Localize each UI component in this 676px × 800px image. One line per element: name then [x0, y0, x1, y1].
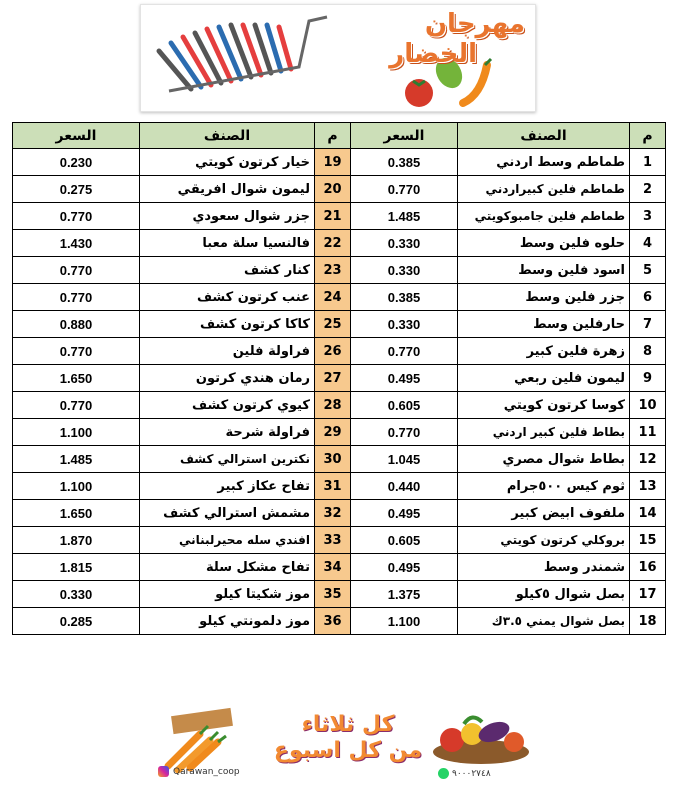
price-cell: 0.285: [13, 608, 140, 635]
item-cell: مشمش استرالي كشف: [140, 500, 315, 527]
table-row: [13, 149, 666, 176]
index-cell: 26: [315, 338, 351, 365]
table-row: [13, 284, 666, 311]
item-cell: طماطم فلين جامبوكويتي: [458, 203, 630, 230]
whatsapp-number: ٩٠٠٠٢٧٤٨: [452, 768, 491, 779]
index-cell: 34: [315, 554, 351, 581]
weekly-slogan: [268, 712, 428, 786]
index-cell: 29: [315, 419, 351, 446]
index-cell: 14: [630, 500, 666, 527]
table-row: [13, 230, 666, 257]
item-cell: خيار كرتون كويتي: [140, 149, 315, 176]
index-cell: 22: [315, 230, 351, 257]
price-cell: 0.495: [351, 500, 458, 527]
item-cell: ثوم كيس ٥٠٠جرام: [458, 473, 630, 500]
item-cell: شمندر وسط: [458, 554, 630, 581]
index-cell: 12: [630, 446, 666, 473]
index-cell: 2: [630, 176, 666, 203]
index-cell: 33: [315, 527, 351, 554]
price-cell: 1.100: [351, 608, 458, 635]
price-cell: 0.770: [13, 203, 140, 230]
item-cell: كيوي كرتون كشف: [140, 392, 315, 419]
item-cell: كوسا كرتون كويتي: [458, 392, 630, 419]
table-row: [13, 527, 666, 554]
item-cell: كاكا كرتون كشف: [140, 311, 315, 338]
price-cell: 1.430: [13, 230, 140, 257]
item-cell: بروكلي كرتون كويتي: [458, 527, 630, 554]
price-cell: 0.495: [351, 554, 458, 581]
index-cell: 17: [630, 581, 666, 608]
table-row: [13, 338, 666, 365]
item-cell: جزر شوال سعودي: [140, 203, 315, 230]
index-cell: 28: [315, 392, 351, 419]
price-cell: 0.275: [13, 176, 140, 203]
table-row: [13, 257, 666, 284]
header-index-right: م: [315, 123, 351, 149]
index-cell: 8: [630, 338, 666, 365]
price-cell: 0.770: [13, 338, 140, 365]
price-cell: 1.485: [351, 203, 458, 230]
item-cell: عنب كرتون كشف: [140, 284, 315, 311]
price-cell: 1.815: [13, 554, 140, 581]
price-cell: 0.770: [13, 257, 140, 284]
index-cell: 10: [630, 392, 666, 419]
instagram-handle-text: Qarawan_coop: [173, 766, 240, 777]
price-cell: 1.045: [351, 446, 458, 473]
index-cell: 7: [630, 311, 666, 338]
price-cell: 0.770: [351, 338, 458, 365]
title-line-1: مهرجان: [424, 9, 525, 39]
index-cell: 15: [630, 527, 666, 554]
header-price-left: السعر: [351, 123, 458, 149]
item-cell: موز شكيتا كيلو: [140, 581, 315, 608]
price-cell: 0.605: [351, 527, 458, 554]
item-cell: جزر فلين وسط: [458, 284, 630, 311]
item-cell: ملفوف ابيض كبير: [458, 500, 630, 527]
item-cell: رمان هندي كرتون: [140, 365, 315, 392]
header-index-left: م: [630, 123, 666, 149]
header-price-right: السعر: [13, 123, 140, 149]
index-cell: 27: [315, 365, 351, 392]
price-cell: 1.650: [13, 500, 140, 527]
index-cell: 31: [315, 473, 351, 500]
price-cell: 0.605: [351, 392, 458, 419]
title-line-2: الخضار: [389, 39, 477, 69]
table-row: [13, 473, 666, 500]
index-cell: 19: [315, 149, 351, 176]
index-cell: 30: [315, 446, 351, 473]
whatsapp-icon: [438, 768, 449, 779]
index-cell: 35: [315, 581, 351, 608]
price-cell: 0.770: [13, 284, 140, 311]
item-cell: افندي سله محيرلبناني: [140, 527, 315, 554]
item-cell: زهرة فلين كبير: [458, 338, 630, 365]
item-cell: اسود فلين وسط: [458, 257, 630, 284]
index-cell: 20: [315, 176, 351, 203]
index-cell: 23: [315, 257, 351, 284]
instagram-handle[interactable]: [158, 766, 240, 777]
item-cell: بصل شوال ٥كيلو: [458, 581, 630, 608]
item-cell: طماطم فلين كبيراردني: [458, 176, 630, 203]
index-cell: 11: [630, 419, 666, 446]
table-row: [13, 581, 666, 608]
item-cell: فراولة فلين: [140, 338, 315, 365]
price-cell: 0.440: [351, 473, 458, 500]
table-row: [13, 419, 666, 446]
price-cell: 0.330: [351, 257, 458, 284]
price-cell: 0.330: [351, 230, 458, 257]
price-cell: 1.870: [13, 527, 140, 554]
whatsapp-contact[interactable]: [438, 768, 491, 779]
item-cell: تفاح مشكل سلة: [140, 554, 315, 581]
table-row: [13, 203, 666, 230]
item-cell: حارفلين وسط: [458, 311, 630, 338]
index-cell: 16: [630, 554, 666, 581]
index-cell: 24: [315, 284, 351, 311]
price-cell: 0.385: [351, 284, 458, 311]
price-cell: 0.230: [13, 149, 140, 176]
price-cell: 1.100: [13, 419, 140, 446]
price-cell: 0.770: [13, 392, 140, 419]
table-row: [13, 446, 666, 473]
item-cell: نكترين استرالي كشف: [140, 446, 315, 473]
item-cell: موز دلمونتي كيلو: [140, 608, 315, 635]
carrots-crate-illustration: [160, 706, 240, 774]
price-cell: 0.330: [351, 311, 458, 338]
item-cell: بطاط فلين كبير اردني: [458, 419, 630, 446]
price-cell: 1.100: [13, 473, 140, 500]
festival-title: [375, 9, 525, 99]
vegetable-basket-illustration: [428, 710, 534, 768]
index-cell: 4: [630, 230, 666, 257]
table-header-row: [13, 123, 666, 149]
price-cell: 0.770: [351, 419, 458, 446]
index-cell: 3: [630, 203, 666, 230]
index-cell: 9: [630, 365, 666, 392]
index-cell: 25: [315, 311, 351, 338]
table-row: [13, 365, 666, 392]
index-cell: 1: [630, 149, 666, 176]
price-cell: 0.330: [13, 581, 140, 608]
item-cell: تفاح عكاز كبير: [140, 473, 315, 500]
index-cell: 18: [630, 608, 666, 635]
price-cell: 0.385: [351, 149, 458, 176]
price-cell: 0.495: [351, 365, 458, 392]
banner-header: [140, 4, 536, 112]
table-row: [13, 176, 666, 203]
index-cell: 36: [315, 608, 351, 635]
index-cell: 13: [630, 473, 666, 500]
instagram-icon: [158, 766, 169, 777]
table-row: [13, 500, 666, 527]
item-cell: بصل شوال يمني ٣.٥ك: [458, 608, 630, 635]
item-cell: بطاط شوال مصري: [458, 446, 630, 473]
header-item-left: الصنف: [458, 123, 630, 149]
shopping-cart-icon: [149, 11, 329, 101]
price-cell: 1.650: [13, 365, 140, 392]
index-cell: 6: [630, 284, 666, 311]
item-cell: ليمون فلين ربعي: [458, 365, 630, 392]
price-cell: 1.485: [13, 446, 140, 473]
price-table: [12, 122, 666, 635]
table-row: [13, 608, 666, 635]
price-cell: 0.770: [351, 176, 458, 203]
table-row: [13, 554, 666, 581]
item-cell: طماطم وسط اردني: [458, 149, 630, 176]
price-cell: 1.375: [351, 581, 458, 608]
price-cell: 0.880: [13, 311, 140, 338]
slogan-line-1: كل ثلاثاء: [301, 712, 395, 737]
table-row: [13, 311, 666, 338]
index-cell: 5: [630, 257, 666, 284]
item-cell: ليمون شوال افريقي: [140, 176, 315, 203]
slogan-line-2: من كل اسبوع: [273, 738, 423, 763]
item-cell: فراولة شرحة: [140, 419, 315, 446]
table-row: [13, 392, 666, 419]
item-cell: فالنسيا سلة معبا: [140, 230, 315, 257]
item-cell: حلوه فلين وسط: [458, 230, 630, 257]
header-item-right: الصنف: [140, 123, 315, 149]
index-cell: 32: [315, 500, 351, 527]
index-cell: 21: [315, 203, 351, 230]
item-cell: كنار كشف: [140, 257, 315, 284]
